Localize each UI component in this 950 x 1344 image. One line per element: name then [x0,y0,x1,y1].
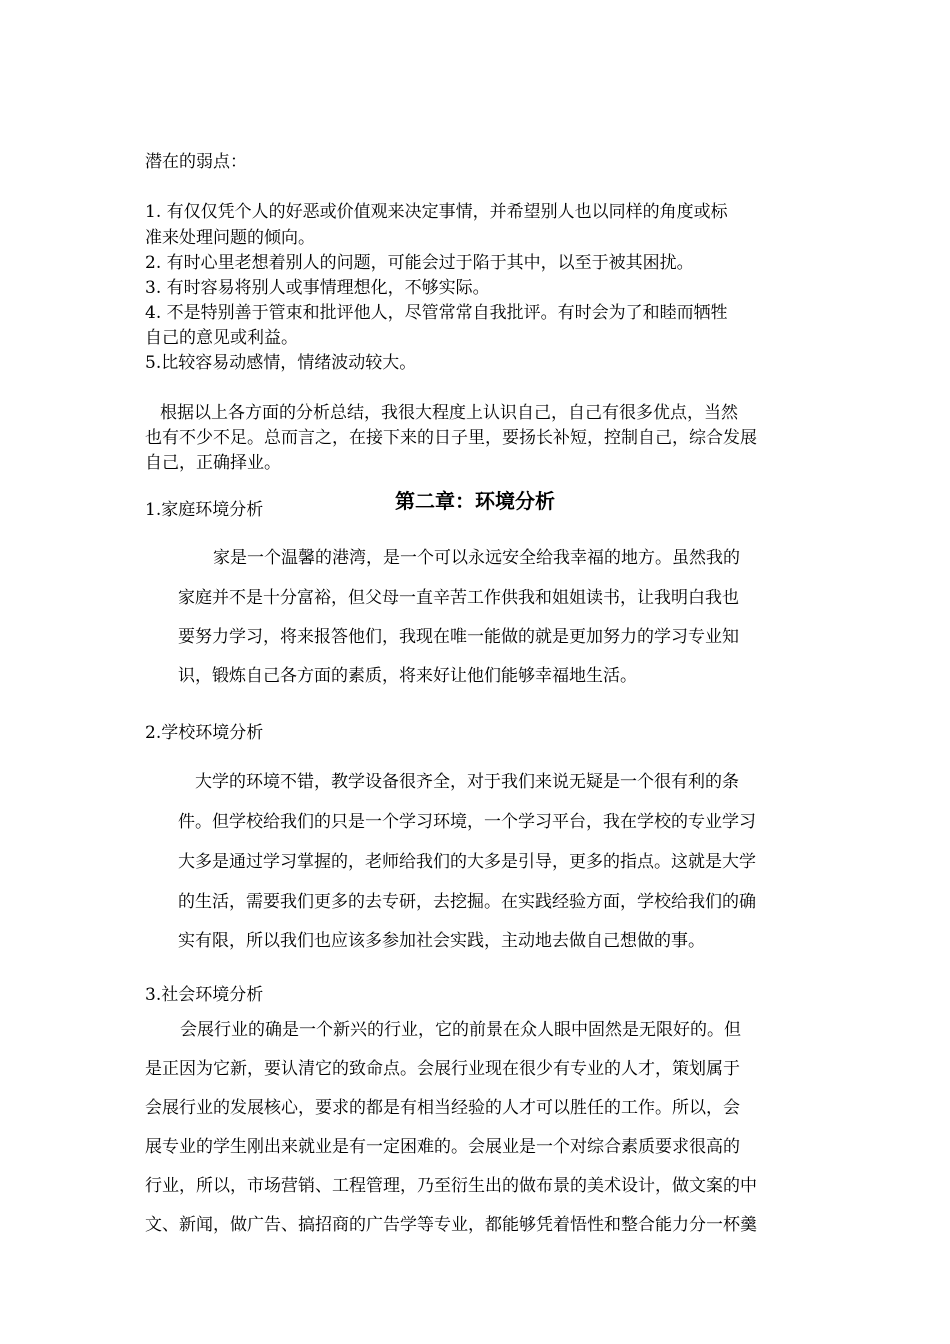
weakness-item-3: 3. 有时容易将别人或事情理想化，不够实际。 [145,278,490,298]
summary-line-3: 自己，正确择业。 [145,453,281,473]
family-line-3: 要努力学习，将来报答他们，我现在唯一能做的就是更加努力的学习专业知 [178,627,739,647]
family-line-2: 家庭并不是十分富裕，但父母一直辛苦工作供我和姐姐读书，让我明白我也 [178,588,739,608]
family-line-1: 家是一个温馨的港湾，是一个可以永远安全给我幸福的地方。虽然我的 [213,548,740,568]
weakness-item-1-line-2: 准来处理问题的倾向。 [145,228,315,248]
weakness-item-5: 5.比较容易动感情，情绪波动较大。 [145,353,417,373]
summary-line-1: 根据以上各方面的分析总结，我很大程度上认识自己，自己有很多优点，当然 [160,403,738,423]
weakness-item-4-line-1: 4. 不是特别善于管束和批评他人，尽管常常自我批评。有时会为了和睦而牺牲 [145,303,728,323]
school-line-1: 大学的环境不错，教学设备很齐全，对于我们来说无疑是一个很有利的条 [195,772,739,792]
summary-line-2: 也有不少不足。总而言之，在接下来的日子里，要扬长补短，控制自己，综合发展 [145,428,757,448]
society-line-6: 文、新闻，做广告、搞招商的广告学等专业，都能够凭着悟性和整合能力分一杯羹 [145,1215,757,1235]
society-line-2: 是正因为它新，要认清它的致命点。会展行业现在很少有专业的人才，策划属于 [145,1059,740,1079]
weakness-item-1-line-1: 1. 有仅仅凭个人的好恶或价值观来决定事情，并希望别人也以同样的角度或标 [145,202,728,222]
society-line-5: 行业，所以，市场营销、工程管理，乃至衍生出的做布景的美术设计，做文案的中 [145,1176,757,1196]
school-heading: 2.学校环境分析 [145,723,264,743]
school-line-2: 件。但学校给我们的只是一个学习环境，一个学习平台，我在学校的专业学习 [178,812,756,832]
weakness-item-2: 2. 有时心里老想着别人的问题，可能会过于陷于其中，以至于被其困扰。 [145,253,694,273]
weakness-heading: 潜在的弱点： [145,152,247,172]
chapter-title: 第二章：环境分析 [395,488,555,513]
weakness-item-4-line-2: 自己的意见或利益。 [145,328,298,348]
school-line-5: 实有限，所以我们也应该多参加社会实践，主动地去做自己想做的事。 [178,931,705,951]
society-line-4: 展专业的学生刚出来就业是有一定困难的。会展业是一个对综合素质要求很高的 [145,1137,740,1157]
school-line-4: 的生活，需要我们更多的去专研，去挖掘。在实践经验方面，学校给我们的确 [178,892,756,912]
school-line-3: 大多是通过学习掌握的，老师给我们的大多是引导，更多的指点。这就是大学 [178,852,756,872]
society-line-3: 会展行业的发展核心，要求的都是有相当经验的人才可以胜任的工作。所以，会 [145,1098,740,1118]
society-line-1: 会展行业的确是一个新兴的行业，它的前景在众人眼中固然是无限好的。但 [180,1020,741,1040]
society-heading: 3.社会环境分析 [145,985,264,1005]
family-line-4: 识，锻炼自己各方面的素质，将来好让他们能够幸福地生活。 [178,666,637,686]
family-heading: 1.家庭环境分析 [145,500,264,520]
